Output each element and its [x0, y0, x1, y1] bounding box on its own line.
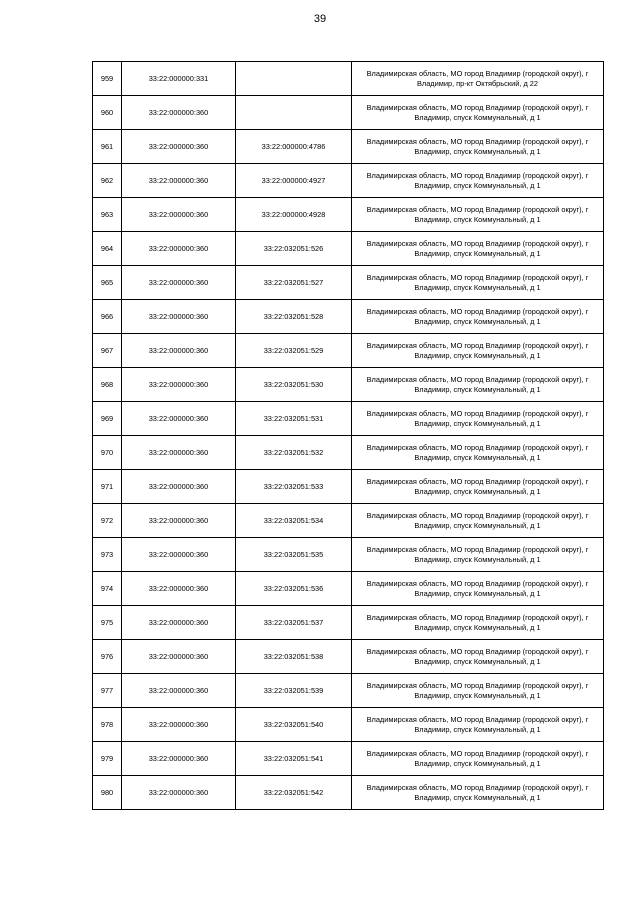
parcel-number-cell: 33:22:000000:331: [122, 62, 236, 96]
row-number-cell: 976: [93, 640, 122, 674]
row-number-cell: 970: [93, 436, 122, 470]
address-cell: Владимирская область, МО город Владимир (городской округ), г Владимир, спуск Коммунальный, д 1: [352, 402, 604, 436]
object-number-cell: 33:22:032051:537: [236, 606, 352, 640]
row-number-cell: 971: [93, 470, 122, 504]
object-number-cell: 33:22:032051:528: [236, 300, 352, 334]
address-cell: Владимирская область, МО город Владимир (городской округ), г Владимир, спуск Коммунальный, д 1: [352, 96, 604, 130]
object-number-cell: [236, 62, 352, 96]
registry-table: [92, 61, 604, 810]
address-cell: Владимирская область, МО город Владимир (городской округ), г Владимир, спуск Коммунальный, д 1: [352, 198, 604, 232]
table-row: [93, 96, 604, 130]
object-number-cell: 33:22:032051:529: [236, 334, 352, 368]
table-row: [93, 164, 604, 198]
table-row: [93, 300, 604, 334]
parcel-number-cell: 33:22:000000:360: [122, 164, 236, 198]
object-number-cell: 33:22:032051:536: [236, 572, 352, 606]
table-row: [93, 572, 604, 606]
parcel-number-cell: 33:22:000000:360: [122, 130, 236, 164]
row-number-cell: 961: [93, 130, 122, 164]
parcel-number-cell: 33:22:000000:360: [122, 640, 236, 674]
row-number-cell: 977: [93, 674, 122, 708]
object-number-cell: 33:22:032051:541: [236, 742, 352, 776]
row-number-cell: 979: [93, 742, 122, 776]
row-number-cell: 959: [93, 62, 122, 96]
row-number-cell: 969: [93, 402, 122, 436]
parcel-number-cell: 33:22:000000:360: [122, 266, 236, 300]
table-row: [93, 334, 604, 368]
parcel-number-cell: 33:22:000000:360: [122, 300, 236, 334]
object-number-cell: 33:22:032051:539: [236, 674, 352, 708]
row-number-cell: 968: [93, 368, 122, 402]
address-cell: Владимирская область, МО город Владимир (городской округ), г Владимир, спуск Коммунальный, д 1: [352, 674, 604, 708]
address-cell: Владимирская область, МО город Владимир (городской округ), г Владимир, спуск Коммунальный, д 1: [352, 470, 604, 504]
table-row: [93, 742, 604, 776]
table-row: [93, 232, 604, 266]
address-cell: Владимирская область, МО город Владимир (городской округ), г Владимир, спуск Коммунальный, д 1: [352, 300, 604, 334]
row-number-cell: 960: [93, 96, 122, 130]
table-row: [93, 538, 604, 572]
table-row: [93, 62, 604, 96]
row-number-cell: 966: [93, 300, 122, 334]
row-number-cell: 967: [93, 334, 122, 368]
parcel-number-cell: 33:22:000000:360: [122, 334, 236, 368]
parcel-number-cell: 33:22:000000:360: [122, 504, 236, 538]
address-cell: Владимирская область, МО город Владимир (городской округ), г Владимир, спуск Коммунальный, д 1: [352, 504, 604, 538]
address-cell: Владимирская область, МО город Владимир (городской округ), г Владимир, спуск Коммунальный, д 1: [352, 606, 604, 640]
parcel-number-cell: 33:22:000000:360: [122, 606, 236, 640]
address-cell: Владимирская область, МО город Владимир (городской округ), г Владимир, спуск Коммунальный, д 1: [352, 368, 604, 402]
address-cell: Владимирская область, МО город Владимир (городской округ), г Владимир, спуск Коммунальный, д 1: [352, 640, 604, 674]
address-cell: Владимирская область, МО город Владимир (городской округ), г Владимир, спуск Коммунальный, д 1: [352, 266, 604, 300]
table-row: [93, 266, 604, 300]
row-number-cell: 963: [93, 198, 122, 232]
table-row: [93, 436, 604, 470]
parcel-number-cell: 33:22:000000:360: [122, 436, 236, 470]
page-number: 39: [313, 13, 327, 25]
parcel-number-cell: 33:22:000000:360: [122, 742, 236, 776]
object-number-cell: 33:22:032051:533: [236, 470, 352, 504]
table-row: [93, 130, 604, 164]
parcel-number-cell: 33:22:000000:360: [122, 674, 236, 708]
table-row: [93, 198, 604, 232]
table-row: [93, 368, 604, 402]
address-cell: Владимирская область, МО город Владимир (городской округ), г Владимир, спуск Коммунальный, д 1: [352, 436, 604, 470]
table-row: [93, 674, 604, 708]
address-cell: Владимирская область, МО город Владимир (городской округ), г Владимир, спуск Коммунальный, д 1: [352, 742, 604, 776]
object-number-cell: 33:22:000000:4928: [236, 198, 352, 232]
object-number-cell: 33:22:032051:526: [236, 232, 352, 266]
object-number-cell: 33:22:032051:542: [236, 776, 352, 810]
parcel-number-cell: 33:22:000000:360: [122, 708, 236, 742]
table-row: [93, 606, 604, 640]
address-cell: Владимирская область, МО город Владимир (городской округ), г Владимир, спуск Коммунальный, д 1: [352, 776, 604, 810]
row-number-cell: 972: [93, 504, 122, 538]
table-row: [93, 504, 604, 538]
object-number-cell: 33:22:032051:527: [236, 266, 352, 300]
row-number-cell: 974: [93, 572, 122, 606]
parcel-number-cell: 33:22:000000:360: [122, 538, 236, 572]
address-cell: Владимирская область, МО город Владимир (городской округ), г Владимир, спуск Коммунальный, д 1: [352, 164, 604, 198]
address-cell: Владимирская область, МО город Владимир (городской округ), г Владимир, спуск Коммунальный, д 1: [352, 572, 604, 606]
object-number-cell: 33:22:032051:538: [236, 640, 352, 674]
address-cell: Владимирская область, МО город Владимир (городской округ), г Владимир, спуск Коммунальный, д 1: [352, 232, 604, 266]
object-number-cell: 33:22:000000:4786: [236, 130, 352, 164]
object-number-cell: 33:22:000000:4927: [236, 164, 352, 198]
table-row: [93, 640, 604, 674]
object-number-cell: 33:22:032051:530: [236, 368, 352, 402]
address-cell: Владимирская область, МО город Владимир (городской округ), г Владимир, пр-кт Октябрьский, д 22: [352, 62, 604, 96]
row-number-cell: 965: [93, 266, 122, 300]
address-cell: Владимирская область, МО город Владимир (городской округ), г Владимир, спуск Коммунальный, д 1: [352, 538, 604, 572]
address-cell: Владимирская область, МО город Владимир (городской округ), г Владимир, спуск Коммунальный, д 1: [352, 334, 604, 368]
parcel-number-cell: 33:22:000000:360: [122, 470, 236, 504]
object-number-cell: 33:22:032051:535: [236, 538, 352, 572]
object-number-cell: [236, 96, 352, 130]
parcel-number-cell: 33:22:000000:360: [122, 232, 236, 266]
row-number-cell: 962: [93, 164, 122, 198]
table-row: [93, 402, 604, 436]
parcel-number-cell: 33:22:000000:360: [122, 776, 236, 810]
object-number-cell: 33:22:032051:531: [236, 402, 352, 436]
object-number-cell: 33:22:032051:532: [236, 436, 352, 470]
row-number-cell: 975: [93, 606, 122, 640]
address-cell: Владимирская область, МО город Владимир (городской округ), г Владимир, спуск Коммунальный, д 1: [352, 708, 604, 742]
object-number-cell: 33:22:032051:534: [236, 504, 352, 538]
address-cell: Владимирская область, МО город Владимир (городской округ), г Владимир, спуск Коммунальный, д 1: [352, 130, 604, 164]
parcel-number-cell: 33:22:000000:360: [122, 572, 236, 606]
row-number-cell: 980: [93, 776, 122, 810]
table-row: [93, 470, 604, 504]
row-number-cell: 978: [93, 708, 122, 742]
table-row: [93, 776, 604, 810]
object-number-cell: 33:22:032051:540: [236, 708, 352, 742]
parcel-number-cell: 33:22:000000:360: [122, 96, 236, 130]
parcel-number-cell: 33:22:000000:360: [122, 198, 236, 232]
registry-table-body: [93, 62, 604, 810]
table-row: [93, 708, 604, 742]
row-number-cell: 973: [93, 538, 122, 572]
row-number-cell: 964: [93, 232, 122, 266]
parcel-number-cell: 33:22:000000:360: [122, 402, 236, 436]
parcel-number-cell: 33:22:000000:360: [122, 368, 236, 402]
